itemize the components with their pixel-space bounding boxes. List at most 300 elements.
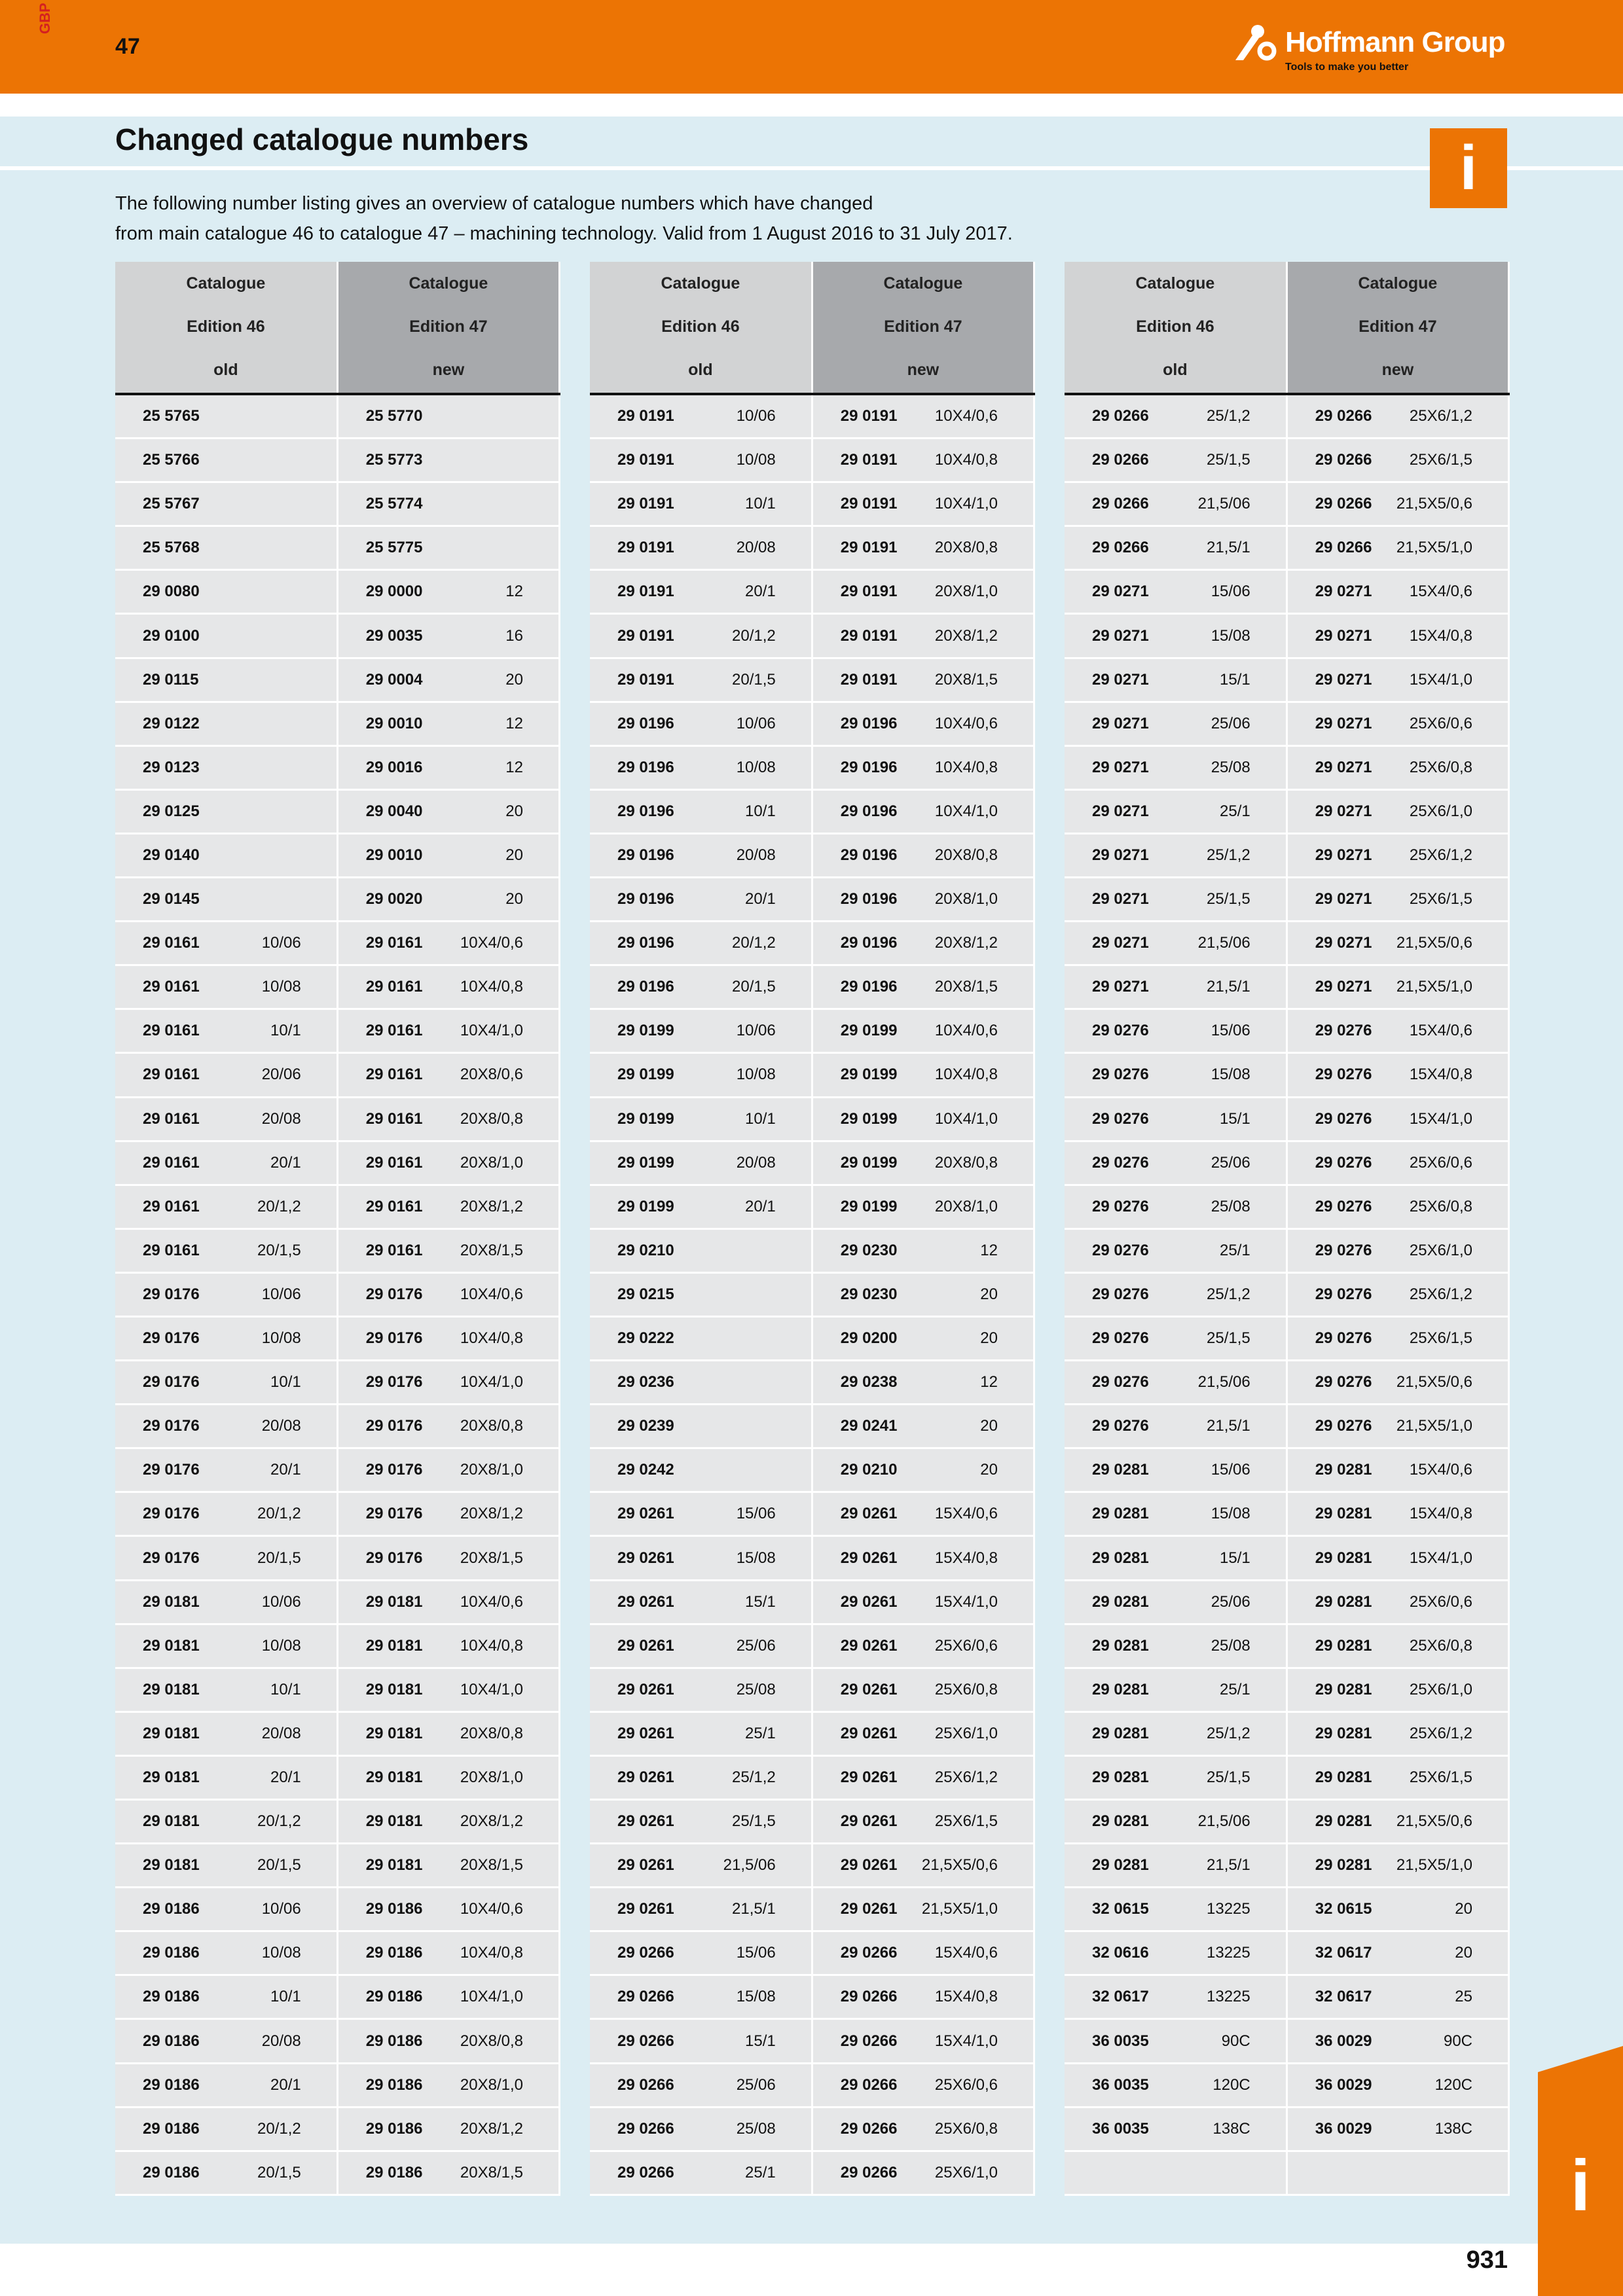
catalogue-number: 29 0000 [365,583,423,601]
table-row [1065,1141,1509,1185]
table-row [115,614,560,658]
old-number-cell [1065,1975,1286,2019]
catalogue-number: 29 0196 [840,890,898,908]
size-code: 25/08 [1211,1636,1250,1655]
size-code: 15/1 [1220,1549,1250,1567]
table-row [115,1097,560,1141]
size-code: 25/06 [736,1636,776,1655]
table-row [590,2151,1034,2195]
catalogue-number: 29 0266 [1315,495,1372,513]
new-number-cell [1286,1668,1508,1712]
old-number-cell [1065,614,1286,658]
new-number-cell [1286,702,1508,745]
catalogue-number: 29 0181 [365,1680,423,1698]
catalogue-number: 29 0271 [1315,934,1372,952]
old-number-cell [115,1009,337,1053]
old-number-cell [115,1712,337,1755]
catalogue-number: 29 0281 [1315,1680,1372,1698]
old-number-cell [590,702,812,745]
catalogue-number: 29 0186 [365,2163,423,2181]
size-code: 20X8/1,0 [460,2075,523,2094]
catalogue-number: 29 0176 [143,1505,200,1523]
size-code: 25X6/0,6 [1409,714,1472,732]
new-number-cell [337,1931,559,1975]
old-number-cell [590,1185,812,1229]
header-label: Catalogue [186,274,266,293]
size-code: 20/08 [736,1153,776,1172]
size-code: 20 [505,846,523,864]
size-code: 20X8/1,0 [934,890,998,908]
catalogue-number: 29 0181 [143,1592,200,1611]
catalogue-number: 29 0261 [617,1856,674,1874]
table-row [115,2107,560,2151]
header-new [1286,262,1508,394]
catalogue-number: 29 0210 [840,1461,898,1479]
size-code: 25/1,2 [1207,1285,1250,1303]
table-row [590,1668,1034,1712]
catalogue-number: 29 0281 [1092,1505,1149,1523]
catalogue-number: 29 0161 [365,934,423,952]
old-number-cell [1065,745,1286,789]
new-number-cell [812,965,1034,1009]
new-number-cell [337,526,559,570]
catalogue-number: 29 0276 [1315,1066,1372,1084]
size-code: 25X6/1,2 [1409,1285,1472,1303]
catalogue-number: 29 0196 [617,802,674,820]
old-number-cell [1065,1009,1286,1053]
catalogue-number: 25 5770 [365,407,423,425]
catalogue-number: 29 0196 [617,714,674,732]
size-code: 25/08 [736,1680,776,1698]
table-row [590,439,1034,482]
catalogue-number: 32 0615 [1315,1900,1372,1918]
size-code: 10X4/1,0 [934,1109,998,1128]
size-code: 21,5/06 [723,1856,776,1874]
old-number-cell [1065,439,1286,482]
catalogue-number: 29 0191 [617,495,674,513]
size-code: 21,5/06 [1197,934,1250,952]
old-number-cell [590,439,812,482]
catalogue-number: 29 0261 [840,1812,898,1831]
catalogue-number: 29 0261 [617,1724,674,1742]
size-code: 21,5X5/0,6 [1396,1812,1472,1831]
new-number-cell [812,1053,1034,1097]
size-code: 15/08 [1211,626,1250,645]
catalogue-number: 25 5767 [143,495,200,513]
size-code: 10/08 [736,758,776,776]
catalogue-number: 29 0261 [840,1592,898,1611]
table-row [115,2063,560,2107]
size-code: 25X6/1,0 [1409,1241,1472,1259]
catalogue-number: 29 0271 [1092,890,1149,908]
new-number-cell [812,1185,1034,1229]
catalogue-number: 29 0261 [840,1636,898,1655]
tab-notch [1538,2046,1623,2072]
size-code: 15/08 [1211,1066,1250,1084]
catalogue-number: 29 0281 [1315,1768,1372,1786]
new-number-cell [337,1712,559,1755]
size-code: 10X4/0,8 [460,1329,523,1348]
table-row [1065,2151,1509,2195]
new-number-cell [812,1316,1034,1360]
old-number-cell [1065,1536,1286,1580]
new-number-cell [1286,1361,1508,1405]
old-number-cell [115,1053,337,1097]
new-number-cell [812,1800,1034,1844]
page-number: 931 [1466,2246,1508,2274]
new-number-cell [337,2107,559,2151]
catalogue-number: 29 0161 [365,1066,423,1084]
catalogue-number: 29 0276 [1315,1285,1372,1303]
new-number-cell [812,789,1034,833]
old-number-cell [115,1405,337,1448]
intro-line: The following number listing gives an overview of catalogue numbers which have changed [115,193,873,214]
table-row [590,833,1034,877]
catalogue-number: 29 0241 [840,1417,898,1435]
old-number-cell [590,1975,812,2019]
new-number-cell [337,1975,559,2019]
new-number-cell [337,1009,559,1053]
table-row [115,1405,560,1448]
header-label: Catalogue [883,274,963,293]
size-code: 20X8/0,8 [934,846,998,864]
catalogue-number: 29 0176 [143,1461,200,1479]
catalogue-number: 29 0186 [143,1900,200,1918]
size-code: 10/1 [745,802,776,820]
size-code: 20/1,2 [732,934,776,952]
catalogue-number: 29 0238 [840,1373,898,1391]
brand-tagline: Tools to make you better [1285,62,1409,73]
size-code: 20X8/0,8 [460,1109,523,1128]
table-row [1065,1668,1509,1712]
catalogue-number: 29 0181 [143,1768,200,1786]
old-number-cell [1065,1141,1286,1185]
new-number-cell [337,1668,559,1712]
size-code: 15/06 [736,1505,776,1523]
size-code: 20X8/1,2 [460,2119,523,2138]
catalogue-number: 29 0271 [1315,626,1372,645]
catalogue-number: 32 0617 [1092,1988,1149,2006]
new-number-cell [1286,2151,1508,2195]
new-number-cell [337,1405,559,1448]
size-code: 15X4/1,0 [1409,1549,1472,1567]
table-row [1065,1448,1509,1492]
header-label: Edition 47 [1359,317,1437,336]
new-number-cell [337,1536,559,1580]
old-number-cell [590,2107,812,2151]
catalogue-number: 29 0261 [617,1592,674,1611]
size-code: 10X4/0,8 [934,451,998,469]
size-code: 15X4/0,6 [934,1505,998,1523]
catalogue-number: 29 0281 [1315,1856,1372,1874]
catalogue-number: 29 0276 [1315,1153,1372,1172]
new-number-cell [337,922,559,965]
old-number-cell [115,922,337,965]
table-row [1065,1185,1509,1229]
old-number-cell [115,1624,337,1668]
old-number-cell [1065,1097,1286,1141]
catalogue-number: 29 0115 [143,670,199,689]
new-number-cell [812,1624,1034,1668]
catalogue-number: 29 0261 [617,1636,674,1655]
size-code: 90C [1221,2032,1250,2050]
table-row [590,1361,1034,1405]
size-code: 20X8/1,2 [460,1197,523,1215]
catalogue-number: 29 0191 [840,583,898,601]
table-row [590,1009,1034,1053]
new-number-cell [812,745,1034,789]
table-row [590,878,1034,922]
catalogue-number: 29 0266 [1092,451,1149,469]
size-code: 21,5/1 [1207,1856,1250,1874]
hoffmann-logo [1233,20,1508,79]
catalogue-number: 29 0161 [143,1066,200,1084]
catalogue-number: 29 0276 [1092,1197,1149,1215]
new-number-cell [337,1800,559,1844]
old-number-cell [1065,1668,1286,1712]
table-row [1065,1316,1509,1360]
table-row [590,1448,1034,1492]
catalogue-number: 29 0281 [1092,1592,1149,1611]
new-number-cell [337,1624,559,1668]
size-code: 12 [980,1373,998,1391]
catalogue-number: 29 0261 [840,1856,898,1874]
header-label: Edition 47 [884,317,962,336]
old-number-cell [115,2151,337,2195]
old-number-cell [590,2063,812,2107]
table-row [1065,1053,1509,1097]
table-row [590,658,1034,702]
size-code: 15/08 [736,1549,776,1567]
size-code: 20/08 [736,846,776,864]
size-code: 15X4/0,8 [934,1549,998,1567]
old-number-cell [1065,2019,1286,2063]
catalogue-number: 29 0181 [143,1636,200,1655]
size-code: 21,5/1 [1207,978,1250,996]
old-number-cell [590,614,812,658]
size-code: 20/08 [261,1724,301,1742]
old-number-cell [115,1361,337,1405]
new-number-cell [337,1229,559,1272]
size-code: 25/06 [1211,1153,1250,1172]
catalogue-number: 29 0271 [1092,846,1149,864]
catalogue-number: 29 0176 [143,1285,200,1303]
size-code: 20X8/1,5 [460,1856,523,1874]
catalogue-number: 29 0161 [143,934,200,952]
old-number-cell [590,1844,812,1888]
old-number-cell [590,965,812,1009]
new-number-cell [337,702,559,745]
catalogue-number: 29 0035 [365,626,423,645]
new-number-cell [1286,1975,1508,2019]
new-number-cell [812,1931,1034,1975]
old-number-cell [115,1888,337,1931]
new-number-cell [1286,1448,1508,1492]
new-number-cell [812,2019,1034,2063]
old-number-cell [1065,1185,1286,1229]
size-code: 20X8/1,2 [460,1505,523,1523]
size-code: 20/06 [261,1066,301,1084]
catalogue-number: 29 0181 [365,1636,423,1655]
size-code: 25/08 [736,2119,776,2138]
table-row [1065,1009,1509,1053]
size-code: 25/1,2 [1207,1724,1250,1742]
size-code: 25/1,5 [1207,451,1250,469]
size-code: 13225 [1207,1900,1250,1918]
catalogue-number: 29 0266 [617,2075,674,2094]
catalogue-number: 29 0276 [1092,1329,1149,1348]
catalogue-number: 29 0271 [1092,802,1149,820]
catalogue-number: 29 0266 [617,1944,674,1962]
old-number-cell [115,2019,337,2063]
catalogue-number: 29 0271 [1092,583,1149,601]
catalogue-number: 29 0199 [617,1109,674,1128]
size-code: 15/1 [745,1592,776,1611]
table-row [590,570,1034,614]
size-code: 25X6/0,8 [934,2119,998,2138]
catalogue-number: 29 0276 [1315,1241,1372,1259]
header-label: Edition 46 [187,317,265,336]
table-row [115,1141,560,1185]
new-number-cell [337,833,559,877]
catalogue-number: 29 0186 [365,1900,423,1918]
catalogue-number: 36 0029 [1315,2119,1372,2138]
old-number-cell [115,1800,337,1844]
catalogue-number: 29 0266 [1315,539,1372,557]
header-label: old [688,361,713,379]
table-row [1065,526,1509,570]
size-code: 13225 [1207,1944,1250,1962]
catalogue-number: 25 5768 [143,539,200,557]
size-code: 21,5X5/0,6 [1396,495,1472,513]
table-row [115,1009,560,1053]
table-row [590,482,1034,526]
old-number-cell [115,745,337,789]
size-code: 15/1 [1220,1109,1250,1128]
size-code: 20 [980,1461,998,1479]
old-number-cell [115,2107,337,2151]
catalogue-number: 29 0181 [365,1812,423,1831]
table-row [590,1316,1034,1360]
old-number-cell [1065,570,1286,614]
size-code: 15X4/0,8 [1409,626,1472,645]
table-row [590,1624,1034,1668]
table-row [1065,2107,1509,2151]
new-number-cell [1286,1536,1508,1580]
table-row [115,1888,560,1931]
catalogue-number: 29 0176 [143,1417,200,1435]
catalogue-number: 29 0266 [840,2075,898,2094]
catalogue-number: 29 0040 [365,802,423,820]
new-number-cell [812,1448,1034,1492]
new-number-cell [1286,2063,1508,2107]
new-number-cell [812,2107,1034,2151]
size-code: 20X8/1,5 [460,1241,523,1259]
catalogue-number: 29 0281 [1092,1461,1149,1479]
size-code: 25 [1455,1988,1472,2006]
old-number-cell [590,1272,812,1316]
size-code: 15/06 [1211,1461,1250,1479]
size-code: 10X4/0,6 [934,1022,998,1040]
catalogue-number: 29 0276 [1092,1066,1149,1084]
table-row [1065,658,1509,702]
old-number-cell [1065,922,1286,965]
old-number-cell [115,1185,337,1229]
catalogue-number: 29 0186 [143,2163,200,2181]
table-row [115,570,560,614]
size-code: 25X6/1,5 [1409,451,1472,469]
catalogue-number: 29 0199 [617,1066,674,1084]
table-row [590,2019,1034,2063]
old-number-cell [1065,1844,1286,1888]
catalogue-number: 29 0271 [1092,714,1149,732]
size-code: 20X8/1,0 [460,1461,523,1479]
size-code: 10/08 [261,1944,301,1962]
size-code: 21,5X5/1,0 [1396,978,1472,996]
size-code: 120C [1434,2075,1472,2094]
catalogue-number: 29 0004 [365,670,423,689]
size-code: 10X4/0,6 [934,407,998,425]
catalogue-number: 29 0276 [1092,1285,1149,1303]
old-number-cell [1065,2063,1286,2107]
catalogue-number: 32 0616 [1092,1944,1149,1962]
size-code: 21,5X5/0,6 [1396,934,1472,952]
new-number-cell [1286,922,1508,965]
catalogue-number: 29 0191 [840,451,898,469]
old-number-cell [590,1931,812,1975]
table-row [590,1405,1034,1448]
size-code: 10X4/1,0 [460,1988,523,2006]
table-row [590,1800,1034,1844]
new-number-cell [1286,1141,1508,1185]
size-code: 20/1,5 [257,1241,301,1259]
new-number-cell [1286,439,1508,482]
catalogue-number: 29 0261 [617,1549,674,1567]
old-number-cell [590,1141,812,1185]
catalogue-number: 29 0176 [365,1549,423,1567]
old-number-cell [1065,658,1286,702]
size-code: 10/06 [261,1592,301,1611]
catalogue-number: 29 0276 [1315,1197,1372,1215]
table-row [115,789,560,833]
size-code: 10X4/0,6 [460,1285,523,1303]
new-number-cell [337,394,559,439]
catalogue-number: 29 0191 [840,495,898,513]
new-number-cell [812,439,1034,482]
size-code: 25/1,2 [1207,846,1250,864]
header-label: Edition 46 [1136,317,1214,336]
old-number-cell [590,878,812,922]
size-code: 10/08 [261,978,301,996]
catalogue-number: 47 [115,34,140,59]
new-number-cell [337,1272,559,1316]
table-row [590,1844,1034,1888]
table-row [115,1361,560,1405]
new-number-cell [1286,1800,1508,1844]
table-row [1065,1931,1509,1975]
catalogue-number: 29 0266 [840,2163,898,2181]
new-number-cell [1286,1712,1508,1755]
new-number-cell [812,614,1034,658]
header-label: new [1381,361,1414,379]
size-code: 25X6/1,0 [1409,1680,1472,1698]
table-row [115,1931,560,1975]
new-number-cell [812,394,1034,439]
size-code: 20/1 [745,890,776,908]
new-number-cell [1286,1405,1508,1448]
size-code: 25/08 [1211,758,1250,776]
catalogue-number: 29 0266 [840,2119,898,2138]
